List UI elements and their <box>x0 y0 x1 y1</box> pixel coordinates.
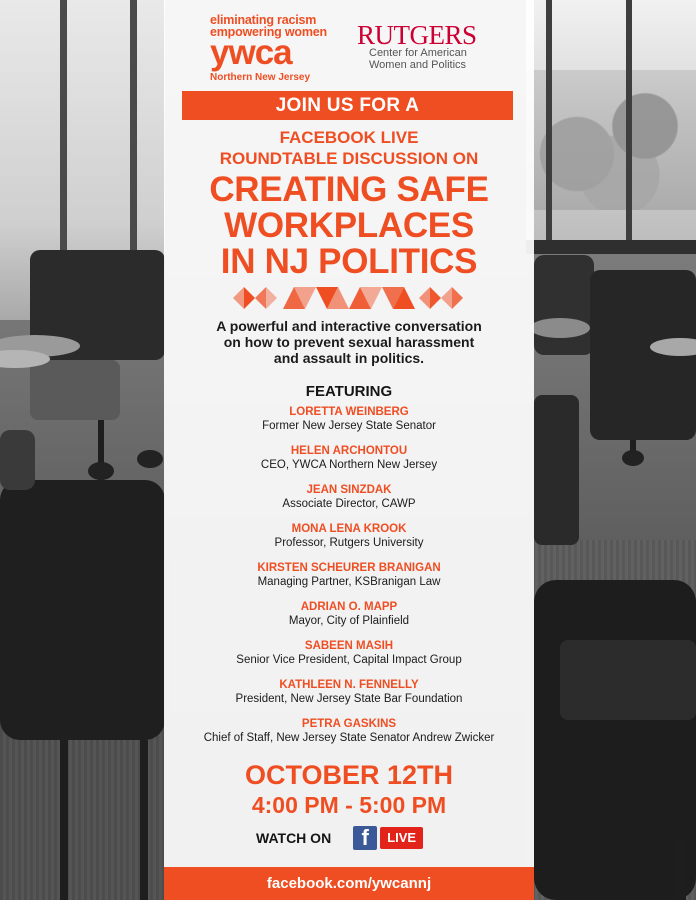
event-time: 4:00 PM - 5:00 PM <box>251 792 447 818</box>
rutgers-wordmark: RUTGERS <box>357 20 477 50</box>
live-badge: LIVE <box>380 827 423 849</box>
speaker-title: CEO, YWCA Northern New Jersey <box>260 459 438 471</box>
speaker-name: KATHLEEN N. FENNELLY <box>279 679 419 691</box>
speaker-name: ADRIAN O. MAPP <box>300 601 398 613</box>
facebook-live-badge[interactable] <box>353 826 423 850</box>
event-type-line-1: FACEBOOK LIVE <box>279 128 419 147</box>
description-line-3: and assault in politics. <box>273 350 425 366</box>
speaker-title: Associate Director, CAWP <box>282 498 416 510</box>
speaker-name: KIRSTEN SCHEURER BRANIGAN <box>257 562 441 574</box>
speaker-title: President, New Jersey State Bar Foundation <box>235 693 463 705</box>
description-line-1: A powerful and interactive conversation <box>216 318 482 334</box>
headline <box>164 172 534 280</box>
speaker-name: SABEEN MASIH <box>304 640 394 652</box>
speaker-item <box>164 717 534 756</box>
speaker-item <box>164 561 534 600</box>
speaker-name: PETRA GASKINS <box>301 718 397 730</box>
watch-on-row <box>256 826 423 850</box>
speaker-item <box>164 522 534 561</box>
decorative-triangle-strip <box>233 287 463 309</box>
event-date: OCTOBER 12TH <box>244 760 454 790</box>
headline-line-1: CREATING SAFE <box>209 170 489 209</box>
facebook-page-link[interactable]: facebook.com/ywcannj <box>164 867 534 900</box>
ywca-tagline-2: empowering women <box>210 25 327 39</box>
speaker-list <box>164 405 534 756</box>
speaker-title: Chief of Staff, New Jersey State Senator Andrew Zwicker <box>203 732 495 744</box>
featuring-label: FEATURING <box>305 383 393 400</box>
event-type-line-2: ROUNDTABLE DISCUSSION ON <box>219 149 479 168</box>
speaker-title: Managing Partner, KSBranigan Law <box>257 576 441 588</box>
speaker-title: Mayor, City of Plainfield <box>288 615 410 627</box>
ywca-tagline-1: eliminating racism <box>210 13 317 27</box>
invite-banner: JOIN US FOR A <box>182 91 513 120</box>
speaker-item <box>164 405 534 444</box>
description-line-2: on how to prevent sexual harassment <box>223 334 475 350</box>
speaker-name: MONA LENA KROOK <box>291 523 407 535</box>
speaker-name: JEAN SINZDAK <box>306 484 392 496</box>
speaker-name: LORETTA WEINBERG <box>289 406 409 418</box>
speaker-name: HELEN ARCHONTOU <box>290 445 408 457</box>
speaker-item <box>164 639 534 678</box>
ywca-wordmark: ywca <box>210 33 292 72</box>
rutgers-subtitle-1: Center for American <box>369 47 467 59</box>
watch-on-label: WATCH ON <box>256 830 332 846</box>
speaker-item <box>164 483 534 522</box>
headline-line-2: WORKPLACES <box>224 206 474 245</box>
ywca-logo <box>210 14 350 83</box>
ywca-chapter: Northern New Jersey <box>210 72 311 83</box>
rutgers-logo <box>357 22 507 71</box>
event-description <box>190 318 508 366</box>
speaker-item <box>164 678 534 717</box>
speaker-item <box>164 444 534 483</box>
speaker-item <box>164 600 534 639</box>
speaker-title: Senior Vice President, Capital Impact Group <box>236 654 462 666</box>
headline-line-3: IN NJ POLITICS <box>220 242 478 281</box>
facebook-icon: f <box>353 826 377 850</box>
speaker-title: Former New Jersey State Senator <box>262 420 436 432</box>
rutgers-subtitle-2: Women and Politics <box>369 58 467 71</box>
window-right <box>526 0 696 250</box>
speaker-title: Professor, Rutgers University <box>274 537 424 549</box>
